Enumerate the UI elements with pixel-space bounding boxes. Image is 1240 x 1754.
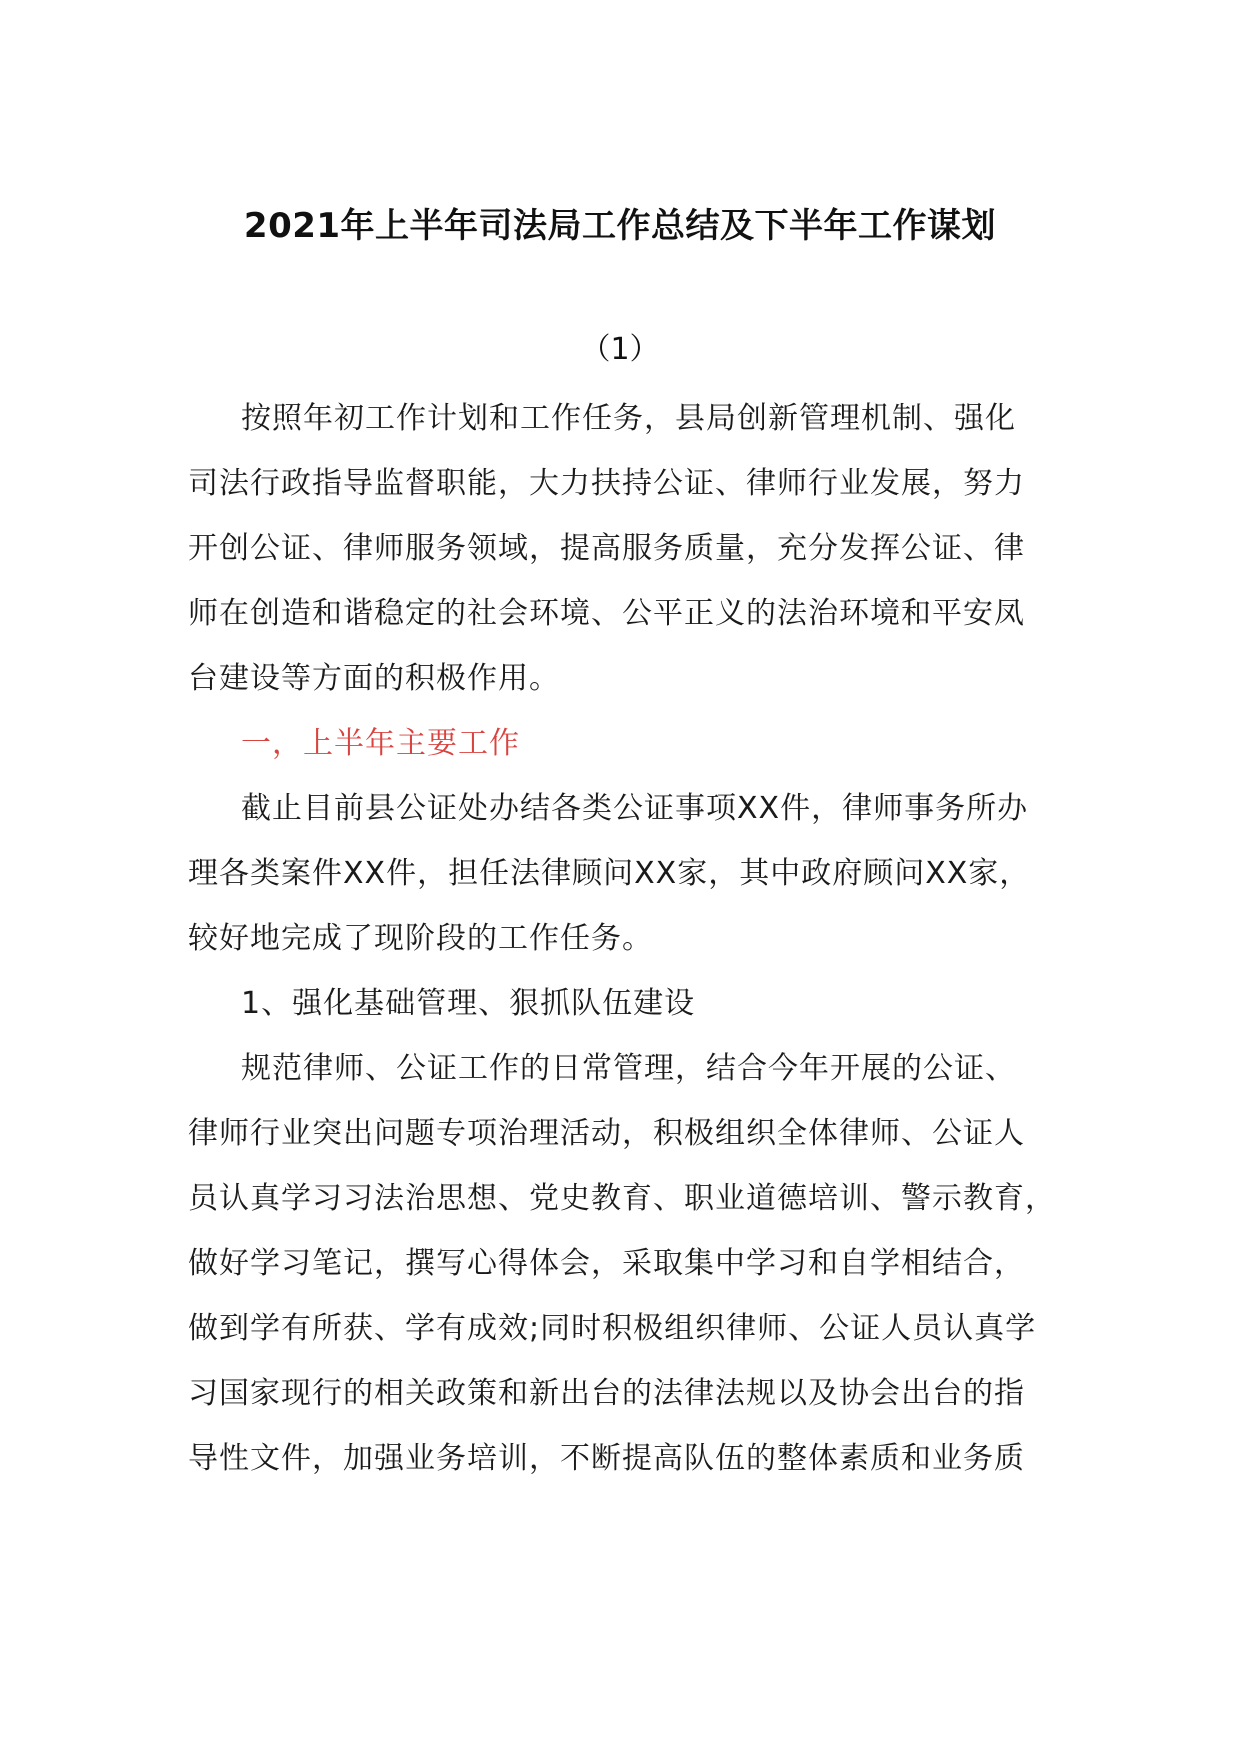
subsection-heading-text: 1、强化基础管理、狠抓队伍建设 xyxy=(241,986,696,1021)
text-line: 截止目前县公证处办结各类公证事项XX件，律师事务所办 xyxy=(241,791,1029,826)
part-number: （1） xyxy=(580,332,660,367)
text-line: 员认真学习习法治思想、党史教育、职业道德培训、警示教育， xyxy=(188,1181,1056,1216)
text-line: 较好地完成了现阶段的工作任务。 xyxy=(188,921,653,956)
text-line: 开创公证、律师服务领域，提高服务质量，充分发挥公证、律 xyxy=(188,531,1025,566)
section-heading xyxy=(188,711,1078,776)
intro-paragraph xyxy=(188,386,1078,711)
summary-paragraph xyxy=(188,776,1078,971)
text-line: 台建设等方面的积极作用。 xyxy=(188,661,560,696)
text-line: 规范律师、公证工作的日常管理，结合今年开展的公证、 xyxy=(241,1051,1016,1086)
management-paragraph xyxy=(188,1036,1078,1491)
text-line: 理各类案件XX件，担任法律顾问XX家，其中政府顾问XX家， xyxy=(188,856,1031,891)
subsection-heading xyxy=(188,971,1078,1036)
document-title: 2021年上半年司法局工作总结及下半年工作谋划 xyxy=(243,206,997,246)
section-heading-text: 一，上半年主要工作 xyxy=(241,726,520,761)
text-line: 做到学有所获、学有成效;同时积极组织律师、公证人员认真学 xyxy=(188,1311,1037,1346)
text-line: 按照年初工作计划和工作任务，县局创新管理机制、强化 xyxy=(241,401,1016,436)
text-line: 习国家现行的相关政策和新出台的法律法规以及协会出台的指 xyxy=(188,1376,1025,1411)
text-line: 司法行政指导监督职能，大力扶持公证、律师行业发展，努力 xyxy=(188,466,1025,501)
text-line: 导性文件，加强业务培训，不断提高队伍的整体素质和业务质 xyxy=(188,1441,1025,1476)
text-line: 做好学习笔记，撰写心得体会，采取集中学习和自学相结合， xyxy=(188,1246,1025,1281)
text-line: 师在创造和谐稳定的社会环境、公平正义的法治环境和平安凤 xyxy=(188,596,1025,631)
text-line: 律师行业突出问题专项治理活动，积极组织全体律师、公证人 xyxy=(188,1116,1025,1151)
document-body xyxy=(188,386,1078,1491)
